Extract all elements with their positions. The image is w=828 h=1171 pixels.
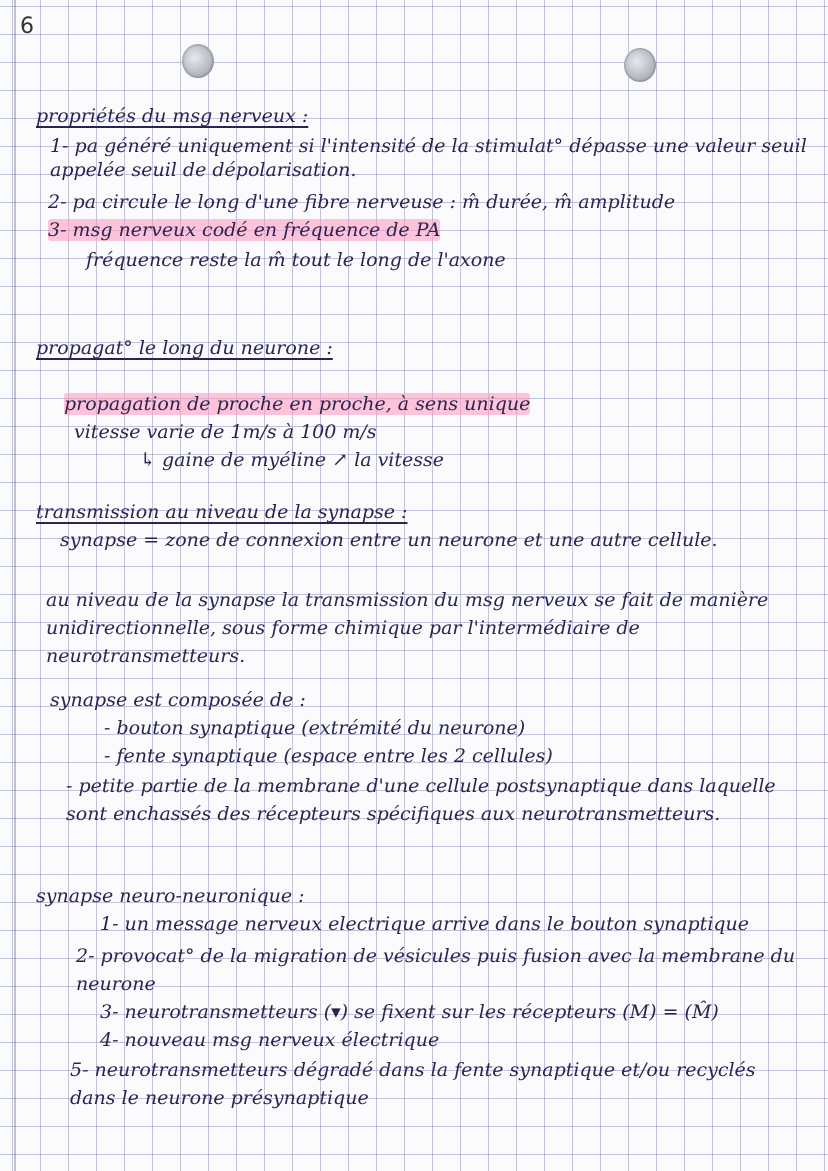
synapse-line-2: au niveau de la synapse la transmission du msg nerveux se fait de manière unidirectionnelle, sous forme chimique par l'intermédiaire de neurotransmetteurs. — [46, 589, 769, 667]
neuro-line-1: 1- un message nerveux electrique arrive dans le bouton synaptique — [100, 913, 750, 935]
composition-line-3: - petite partie de la membrane d'une cellule postsynaptique dans laquelle sont enchassés des récepteurs spécifiques aux neurotransmetteurs. — [66, 775, 776, 825]
propagation-line-1-text: propagation de proche en proche, à sens unique — [64, 393, 531, 415]
properties-line-1: 1- pa généré uniquement si l'intensité de la stimulat° dépasse une valeur seuil appelée seuil de dépolarisation. — [50, 135, 807, 181]
properties-line-4: fréquence reste la m̂ tout le long de l'axone — [86, 249, 506, 271]
properties-line-2: 2- pa circule le long d'une fibre nerveuse : m̂ durée, m̂ amplitude — [48, 191, 676, 213]
page-number: 6 — [20, 14, 34, 39]
composition-line-1: - bouton synaptique (extrémité du neurone) — [104, 717, 526, 739]
properties-title: propriétés du msg nerveux : — [36, 105, 309, 127]
properties-line-3 — [48, 218, 440, 242]
binder-hole-left — [182, 44, 214, 78]
composition-title: synapse est composée de : — [50, 689, 306, 711]
synapse-line-1: synapse = zone de connexion entre un neurone et une autre cellule. — [60, 529, 718, 551]
propagation-title: propagat° le long du neurone : — [36, 337, 333, 359]
margin-line — [14, 0, 16, 1171]
synapse-title: transmission au niveau de la synapse : — [36, 501, 408, 523]
propagation-line-1 — [64, 392, 530, 416]
neuro-line-5: 5- neurotransmetteurs dégradé dans la fente synaptique et/ou recyclés dans le neurone présynaptique — [70, 1059, 756, 1109]
neuro-line-4: 4- nouveau msg nerveux électrique — [100, 1029, 440, 1051]
binder-hole-right — [624, 48, 656, 82]
neuro-line-3: 3- neurotransmetteurs (▾) se fixent sur les récepteurs (M) = (M̂) — [100, 1001, 719, 1023]
neuro-title: synapse neuro-neuronique : — [36, 885, 305, 907]
propagation-line-2: vitesse varie de 1m/s à 100 m/s — [74, 421, 377, 443]
neuro-line-2: 2- provocat° de la migration de vésicules puis fusion avec la membrane du neurone — [76, 945, 796, 995]
propagation-line-3: ↳ gaine de myéline ↗ la vitesse — [140, 449, 444, 471]
composition-line-2: - fente synaptique (espace entre les 2 cellules) — [104, 745, 553, 767]
properties-line-3-text: 3- msg nerveux codé en fréquence de PA — [48, 219, 441, 241]
